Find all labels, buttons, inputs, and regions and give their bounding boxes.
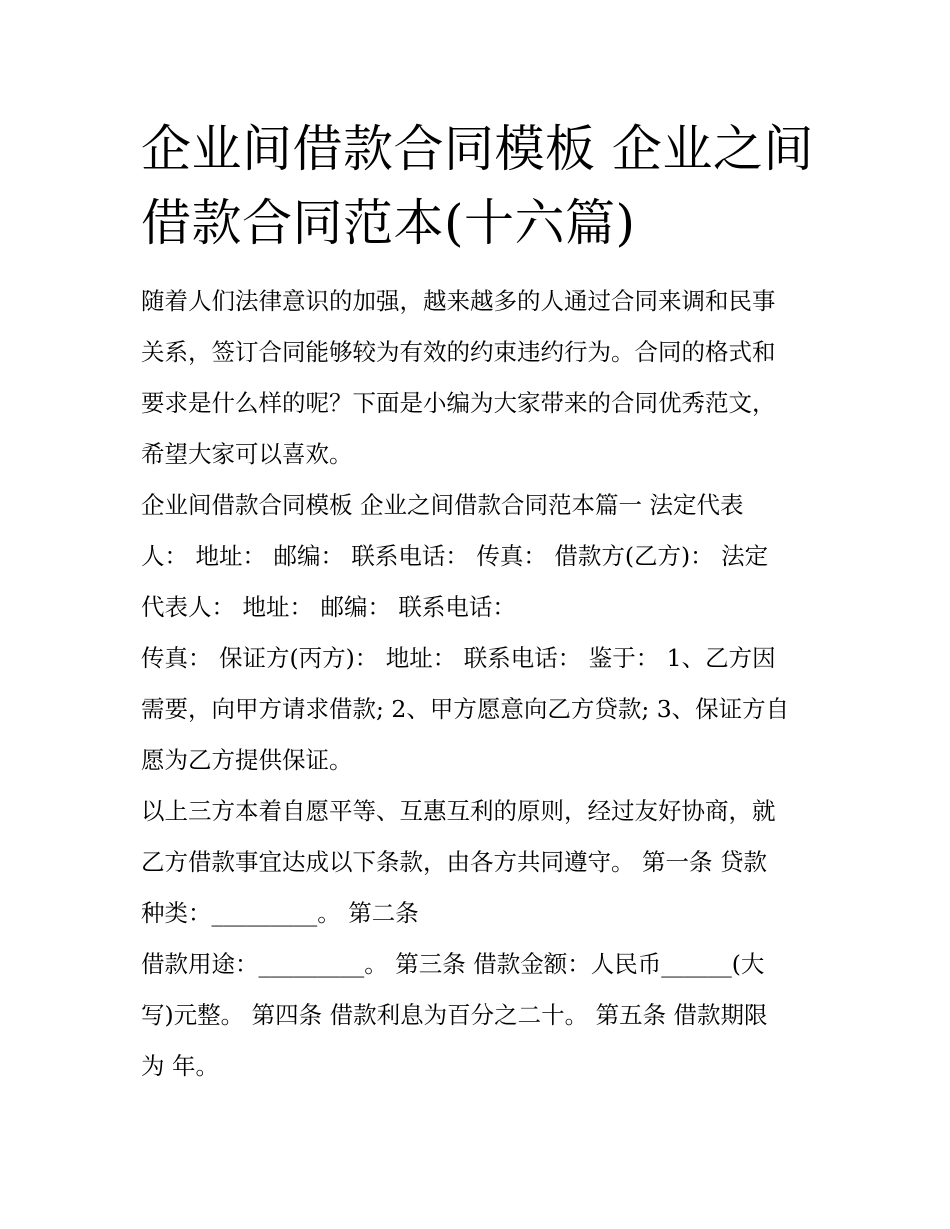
text-line: 以上三方本着自愿平等、互惠互利的原则，经过友好协商，就 (141, 797, 776, 825)
text-line: 企业间借款合同模板 企业之间借款合同范本篇一 法定代表 (141, 491, 744, 519)
text-line: 代表人： 地址： 邮编： 联系电话： (141, 593, 516, 621)
text-line: 愿为乙方提供保证。 (141, 746, 353, 774)
paragraph-principles (141, 786, 821, 939)
paragraph-terms (141, 939, 821, 1092)
paragraph-intro (141, 276, 821, 480)
title-line: 企业间借款合同模板 企业之间 (141, 120, 814, 178)
title-line: 借款合同范本(十六篇) (141, 194, 636, 252)
paragraph-parties (141, 480, 821, 633)
text-line: 人： 地址： 邮编： 联系电话： 传真： 借款方(乙方)： 法定 (141, 542, 769, 570)
text-line: 为 年。 (141, 1052, 219, 1080)
text-line: 写)元整。 第四条 借款利息为百分之二十。 第五条 借款期限 (141, 1001, 768, 1029)
text-line: 种类：_________。 第二条 (141, 899, 419, 927)
text-line: 希望大家可以喜欢。 (141, 440, 353, 468)
text-line: 随着人们法律意识的加强，越来越多的人通过合同来调和民事 (141, 287, 776, 315)
text-line: 借款用途：_________。 第三条 借款金额：人民币______(大 (141, 950, 765, 978)
text-line: 关系，签订合同能够较为有效的约束违约行为。合同的格式和 (141, 338, 776, 366)
document-body (141, 276, 821, 1092)
paragraph-guarantor (141, 633, 821, 786)
text-line: 乙方借款事宜达成以下条款，由各方共同遵守。 第一条 贷款 (141, 848, 767, 876)
text-line: 传真： 保证方(丙方)： 地址： 联系电话： 鉴于： 1、乙方因 (141, 644, 776, 672)
text-line: 要求是什么样的呢？下面是小编为大家带来的合同优秀范文， (141, 389, 776, 417)
text-line: 需要，向甲方请求借款; 2、甲方愿意向乙方贷款; 3、保证方自 (141, 695, 790, 723)
document-title (141, 112, 821, 260)
